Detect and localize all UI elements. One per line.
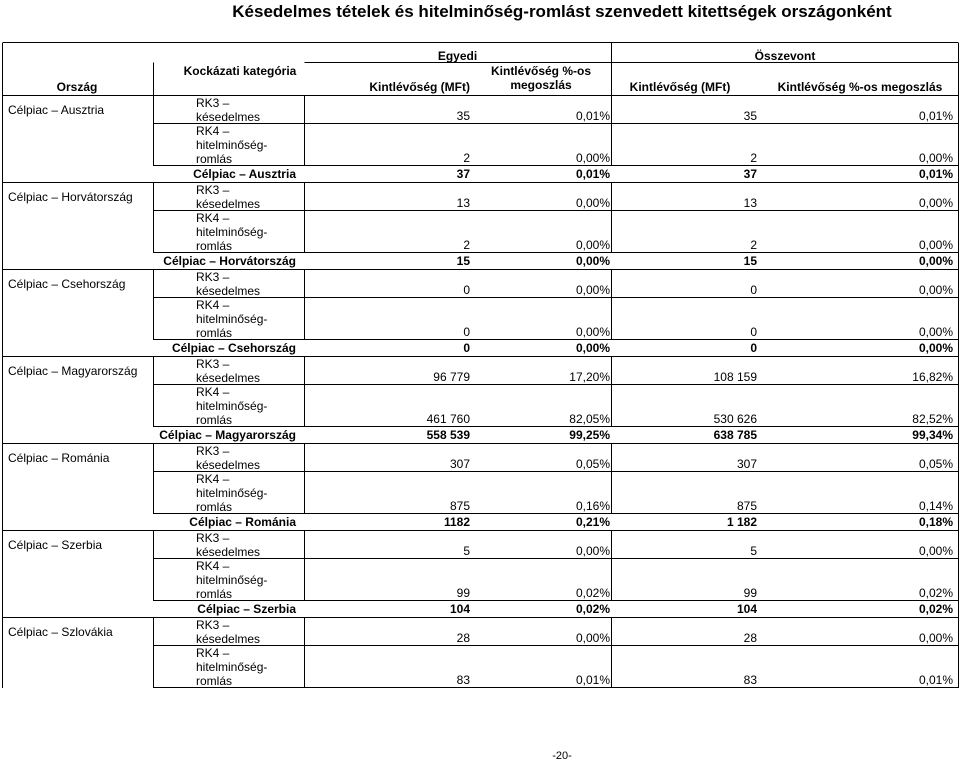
header-egyedi: Egyedi bbox=[437, 49, 478, 63]
total-pct-egyedi: 0,21% bbox=[575, 515, 610, 529]
pct-egyedi: 0,16% bbox=[575, 499, 610, 513]
pct-osszevont: 0,00% bbox=[918, 151, 953, 165]
total-osszevont: 638 785 bbox=[713, 428, 757, 442]
country-name: Célpiac – Horvátország bbox=[8, 190, 133, 204]
pct-osszevont: 0,01% bbox=[918, 673, 953, 687]
pct-egyedi: 0,02% bbox=[575, 586, 610, 600]
country-name: Célpiac – Románia bbox=[8, 451, 110, 465]
value-osszevont: 35 bbox=[743, 109, 757, 123]
pct-egyedi: 0,00% bbox=[575, 631, 610, 645]
total-egyedi: 37 bbox=[456, 167, 470, 181]
pct-osszevont: 0,00% bbox=[918, 631, 953, 645]
value-egyedi: 2 bbox=[463, 151, 470, 165]
pct-egyedi: 0,01% bbox=[575, 673, 610, 687]
risk-category: RK3 – késedelmes bbox=[196, 444, 261, 472]
risk-category: RK3 – késedelmes bbox=[196, 357, 261, 385]
header-kategoria: Kockázati kategória bbox=[183, 64, 297, 78]
pct-osszevont: 0,01% bbox=[918, 109, 953, 123]
value-egyedi: 28 bbox=[456, 631, 470, 645]
value-osszevont: 108 159 bbox=[713, 370, 757, 384]
header-orszag: Ország bbox=[56, 80, 98, 94]
risk-category: RK4 – hitelminőség-romlás bbox=[196, 472, 268, 514]
value-egyedi: 0 bbox=[463, 325, 470, 339]
value-egyedi: 13 bbox=[456, 196, 470, 210]
value-osszevont: 875 bbox=[736, 499, 757, 513]
pct-osszevont: 0,02% bbox=[918, 586, 953, 600]
country-name: Célpiac – Ausztria bbox=[8, 103, 105, 117]
total-osszevont: 104 bbox=[736, 602, 757, 616]
pct-egyedi: 0,00% bbox=[575, 283, 610, 297]
value-egyedi: 875 bbox=[449, 499, 470, 513]
value-egyedi: 461 760 bbox=[426, 412, 470, 426]
risk-category: RK4 – hitelminőség-romlás bbox=[196, 646, 268, 688]
country-total-label: Célpiac – Magyarország bbox=[159, 428, 296, 442]
country-name: Célpiac – Szerbia bbox=[8, 538, 103, 552]
pct-egyedi: 0,00% bbox=[575, 196, 610, 210]
risk-category: RK3 – késedelmes bbox=[196, 96, 261, 124]
value-egyedi: 307 bbox=[449, 457, 470, 471]
country-total-label: Célpiac – Románia bbox=[189, 515, 296, 529]
country-name: Célpiac – Magyarország bbox=[8, 364, 138, 378]
pct-osszevont: 0,00% bbox=[918, 196, 953, 210]
total-pct-osszevont: 0,18% bbox=[918, 515, 953, 529]
value-osszevont: 99 bbox=[743, 586, 757, 600]
country-total-label: Célpiac – Ausztria bbox=[193, 167, 296, 181]
total-egyedi: 1182 bbox=[443, 515, 470, 529]
total-pct-osszevont: 0,00% bbox=[918, 254, 953, 268]
country-total-label: Célpiac – Szerbia bbox=[197, 602, 296, 616]
header-megoszlas-osszevont: Kintlévőség %-os megoszlás bbox=[777, 80, 943, 94]
pct-egyedi: 0,00% bbox=[575, 325, 610, 339]
pct-osszevont: 0,00% bbox=[918, 283, 953, 297]
pct-egyedi: 82,05% bbox=[569, 412, 610, 426]
country-total-label: Célpiac – Horvátország bbox=[163, 254, 296, 268]
total-pct-egyedi: 99,25% bbox=[569, 428, 610, 442]
risk-category: RK4 – hitelminőség-romlás bbox=[196, 559, 268, 601]
header-osszevont: Összevont bbox=[754, 49, 816, 63]
risk-category: RK3 – késedelmes bbox=[196, 618, 261, 646]
risk-category: RK3 – késedelmes bbox=[196, 270, 261, 298]
pct-egyedi: 0,01% bbox=[575, 109, 610, 123]
risk-category: RK4 – hitelminőség-romlás bbox=[196, 124, 268, 166]
pct-egyedi: 0,00% bbox=[575, 544, 610, 558]
pct-egyedi: 0,05% bbox=[575, 457, 610, 471]
value-egyedi: 83 bbox=[456, 673, 470, 687]
total-egyedi: 0 bbox=[463, 341, 470, 355]
pct-osszevont: 0,00% bbox=[918, 238, 953, 252]
pct-osszevont: 0,00% bbox=[918, 544, 953, 558]
risk-category: RK3 – késedelmes bbox=[196, 183, 261, 211]
risk-category: RK4 – hitelminőség-romlás bbox=[196, 385, 268, 427]
risk-category: RK4 – hitelminőség-romlás bbox=[196, 298, 268, 340]
pct-egyedi: 0,00% bbox=[575, 238, 610, 252]
value-osszevont: 13 bbox=[743, 196, 757, 210]
total-osszevont: 15 bbox=[743, 254, 757, 268]
value-osszevont: 0 bbox=[750, 283, 757, 297]
pct-osszevont: 0,05% bbox=[918, 457, 953, 471]
total-pct-egyedi: 0,00% bbox=[575, 254, 610, 268]
value-osszevont: 307 bbox=[736, 457, 757, 471]
value-egyedi: 35 bbox=[456, 109, 470, 123]
risk-category: RK3 – késedelmes bbox=[196, 531, 261, 559]
pct-osszevont: 0,00% bbox=[918, 325, 953, 339]
total-pct-egyedi: 0,01% bbox=[575, 167, 610, 181]
value-osszevont: 530 626 bbox=[713, 412, 757, 426]
pct-egyedi: 0,00% bbox=[575, 151, 610, 165]
value-osszevont: 83 bbox=[743, 673, 757, 687]
value-osszevont: 2 bbox=[750, 151, 757, 165]
pct-osszevont: 82,52% bbox=[912, 412, 953, 426]
value-osszevont: 0 bbox=[750, 325, 757, 339]
value-osszevont: 5 bbox=[750, 544, 757, 558]
pct-egyedi: 17,20% bbox=[569, 370, 610, 384]
header-kintlevoseg-egyedi: Kintlévőség (MFt) bbox=[369, 80, 470, 94]
value-osszevont: 28 bbox=[743, 631, 757, 645]
value-egyedi: 99 bbox=[456, 586, 470, 600]
total-pct-egyedi: 0,02% bbox=[575, 602, 610, 616]
total-osszevont: 37 bbox=[743, 167, 757, 181]
header-megoszlas-egyedi: Kintlévőség %-os megoszlás bbox=[490, 64, 592, 92]
value-egyedi: 96 779 bbox=[433, 370, 470, 384]
pct-osszevont: 0,14% bbox=[918, 499, 953, 513]
header-kintlevoseg-osszevont: Kintlévőség (MFt) bbox=[629, 80, 731, 94]
page-number: -20- bbox=[552, 750, 572, 762]
total-pct-osszevont: 0,01% bbox=[918, 167, 953, 181]
pct-osszevont: 16,82% bbox=[912, 370, 953, 384]
total-osszevont: 1 182 bbox=[726, 515, 757, 529]
value-egyedi: 0 bbox=[463, 283, 470, 297]
total-pct-osszevont: 0,00% bbox=[918, 341, 953, 355]
total-egyedi: 15 bbox=[456, 254, 470, 268]
country-total-label: Célpiac – Csehország bbox=[171, 341, 296, 355]
risk-category: RK4 – hitelminőség-romlás bbox=[196, 211, 268, 253]
total-egyedi: 104 bbox=[449, 602, 470, 616]
total-pct-osszevont: 99,34% bbox=[912, 428, 953, 442]
total-egyedi: 558 539 bbox=[426, 428, 470, 442]
country-name: Célpiac – Szlovákia bbox=[8, 625, 113, 639]
page-title: Késedelmes tételek és hitelminőség-romlást szenvedett kitettségek országonként bbox=[232, 2, 892, 21]
value-osszevont: 2 bbox=[750, 238, 757, 252]
total-pct-egyedi: 0,00% bbox=[575, 341, 610, 355]
value-egyedi: 2 bbox=[463, 238, 470, 252]
value-egyedi: 5 bbox=[463, 544, 470, 558]
country-name: Célpiac – Csehország bbox=[8, 277, 126, 291]
total-pct-osszevont: 0,02% bbox=[918, 602, 953, 616]
total-osszevont: 0 bbox=[750, 341, 757, 355]
